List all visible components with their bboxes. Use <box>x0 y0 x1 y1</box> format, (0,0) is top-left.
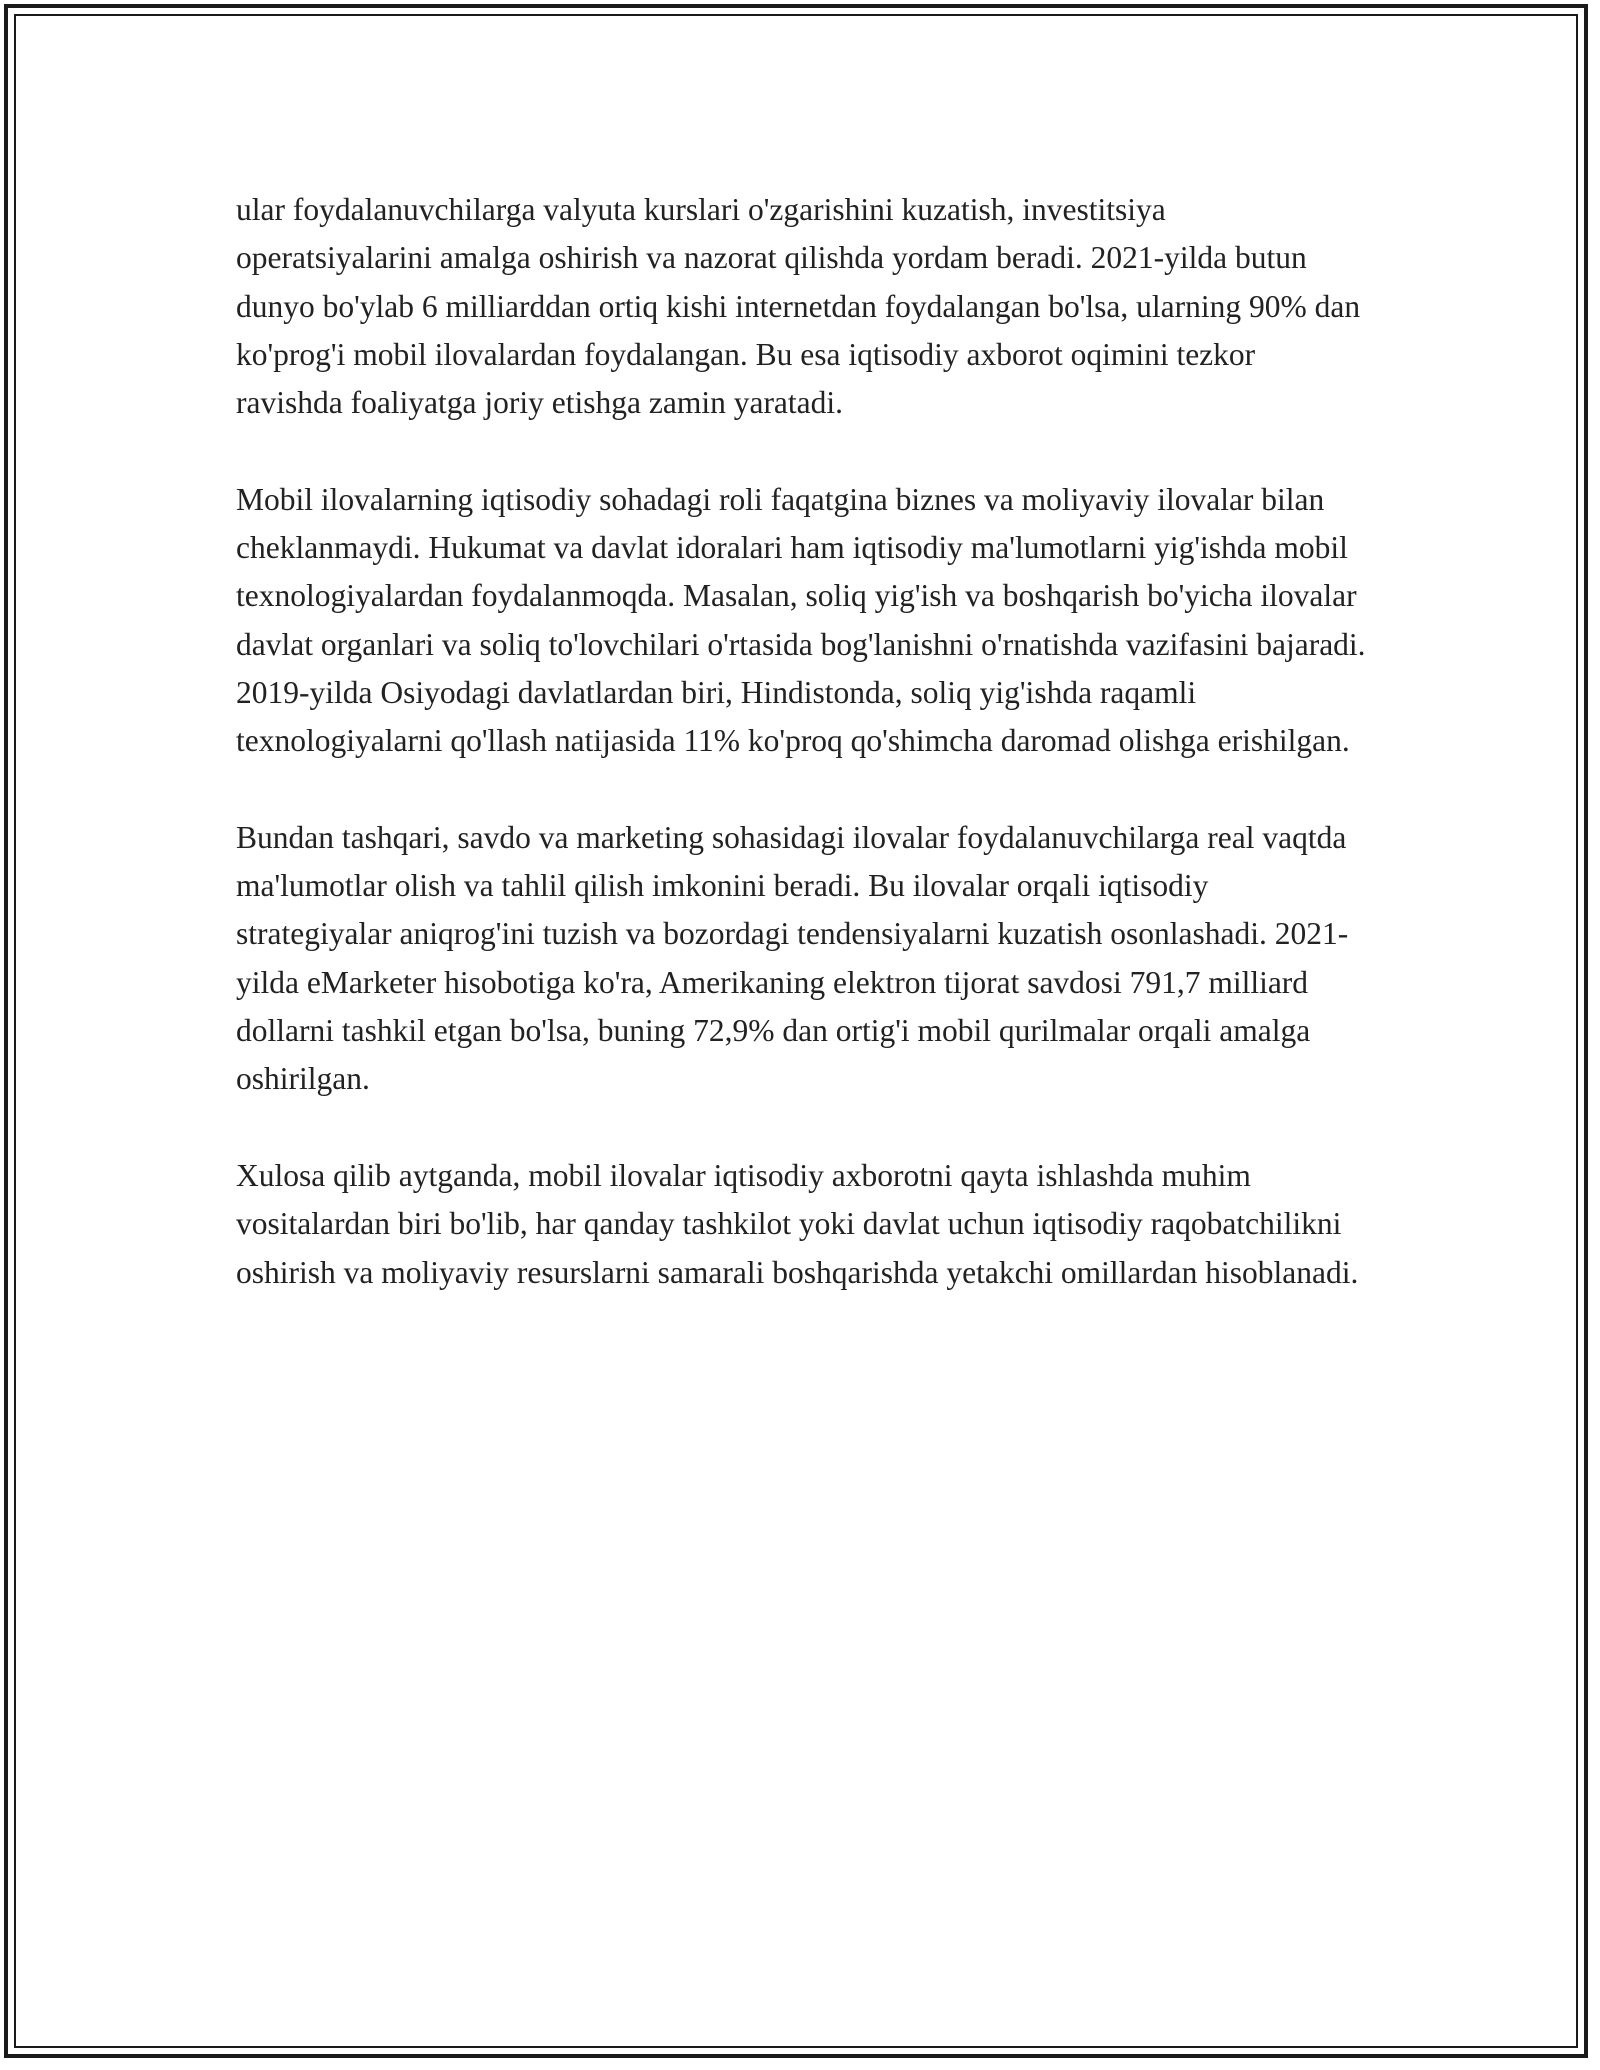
paragraph-4: Xulosa qilib aytganda, mobil ilovalar iqtisodiy axborotni qayta ishlashda muhim vositalardan biri bo'lib, har qanday tashkilot yoki davlat uchun iqtisodiy raqobatchilikni oshirish va moliyaviy resurslarni samarali boshqarishda yetakchi omillardan hisoblanadi. <box>236 1157 1359 1290</box>
paragraph-2: Mobil ilovalarning iqtisodiy sohadagi roli faqatgina biznes va moliyaviy ilovalar bilan cheklanmaydi. Hukumat va davlat idoralari ham iqtisodiy ma'lumotlarni yig'ishda mobil texnologiyalardan foydalanmoqda. Masalan, soliq yig'ish va boshqarish bo'yicha ilovalar davlat organlari va soliq to'lovchilari o'rtasida bog'lanishni o'rnatishda vazifasini bajaradi. 2019-yilda Osiyodagi davlatlardan biri, Hindistonda, soliq yig'ishda raqamli texnologiyalarni qo'llash natijasida 11% ko'proq qo'shimcha daromad olishga erishilgan. <box>236 481 1366 759</box>
document-body <box>236 186 1366 1345</box>
paragraph-1: ular foydalanuvchilarga valyuta kurslari o'zgarishini kuzatish, investitsiya operatsiyalarini amalga oshirish va nazorat qilishda yordam beradi. 2021-yilda butun dunyo bo'ylab 6 milliarddan ortiq kishi internetdan foydalangan bo'lsa, ularning 90% dan ko'prog'i mobil ilovalardan foydalangan. Bu esa iqtisodiy axborot oqimini tezkor ravishda foaliyatga joriy etishga zamin yaratadi. <box>236 192 1361 421</box>
paragraph-3: Bundan tashqari, savdo va marketing sohasidagi ilovalar foydalanuvchilarga real vaqtda ma'lumotlar olish va tahlil qilish imkonini beradi. Bu ilovalar orqali iqtisodiy strategiyalar aniqrog'ini tuzish va bozordagi tendensiyalarni kuzatish osonlashadi. 2021-yilda eMarketer hisobotiga ko'ra, Amerikaning elektron tijorat savdosi 791,7 milliard dollarni tashkil etgan bo'lsa, buning 72,9% dan ortig'i mobil qurilmalar orqali amalga oshirilgan. <box>236 819 1349 1097</box>
